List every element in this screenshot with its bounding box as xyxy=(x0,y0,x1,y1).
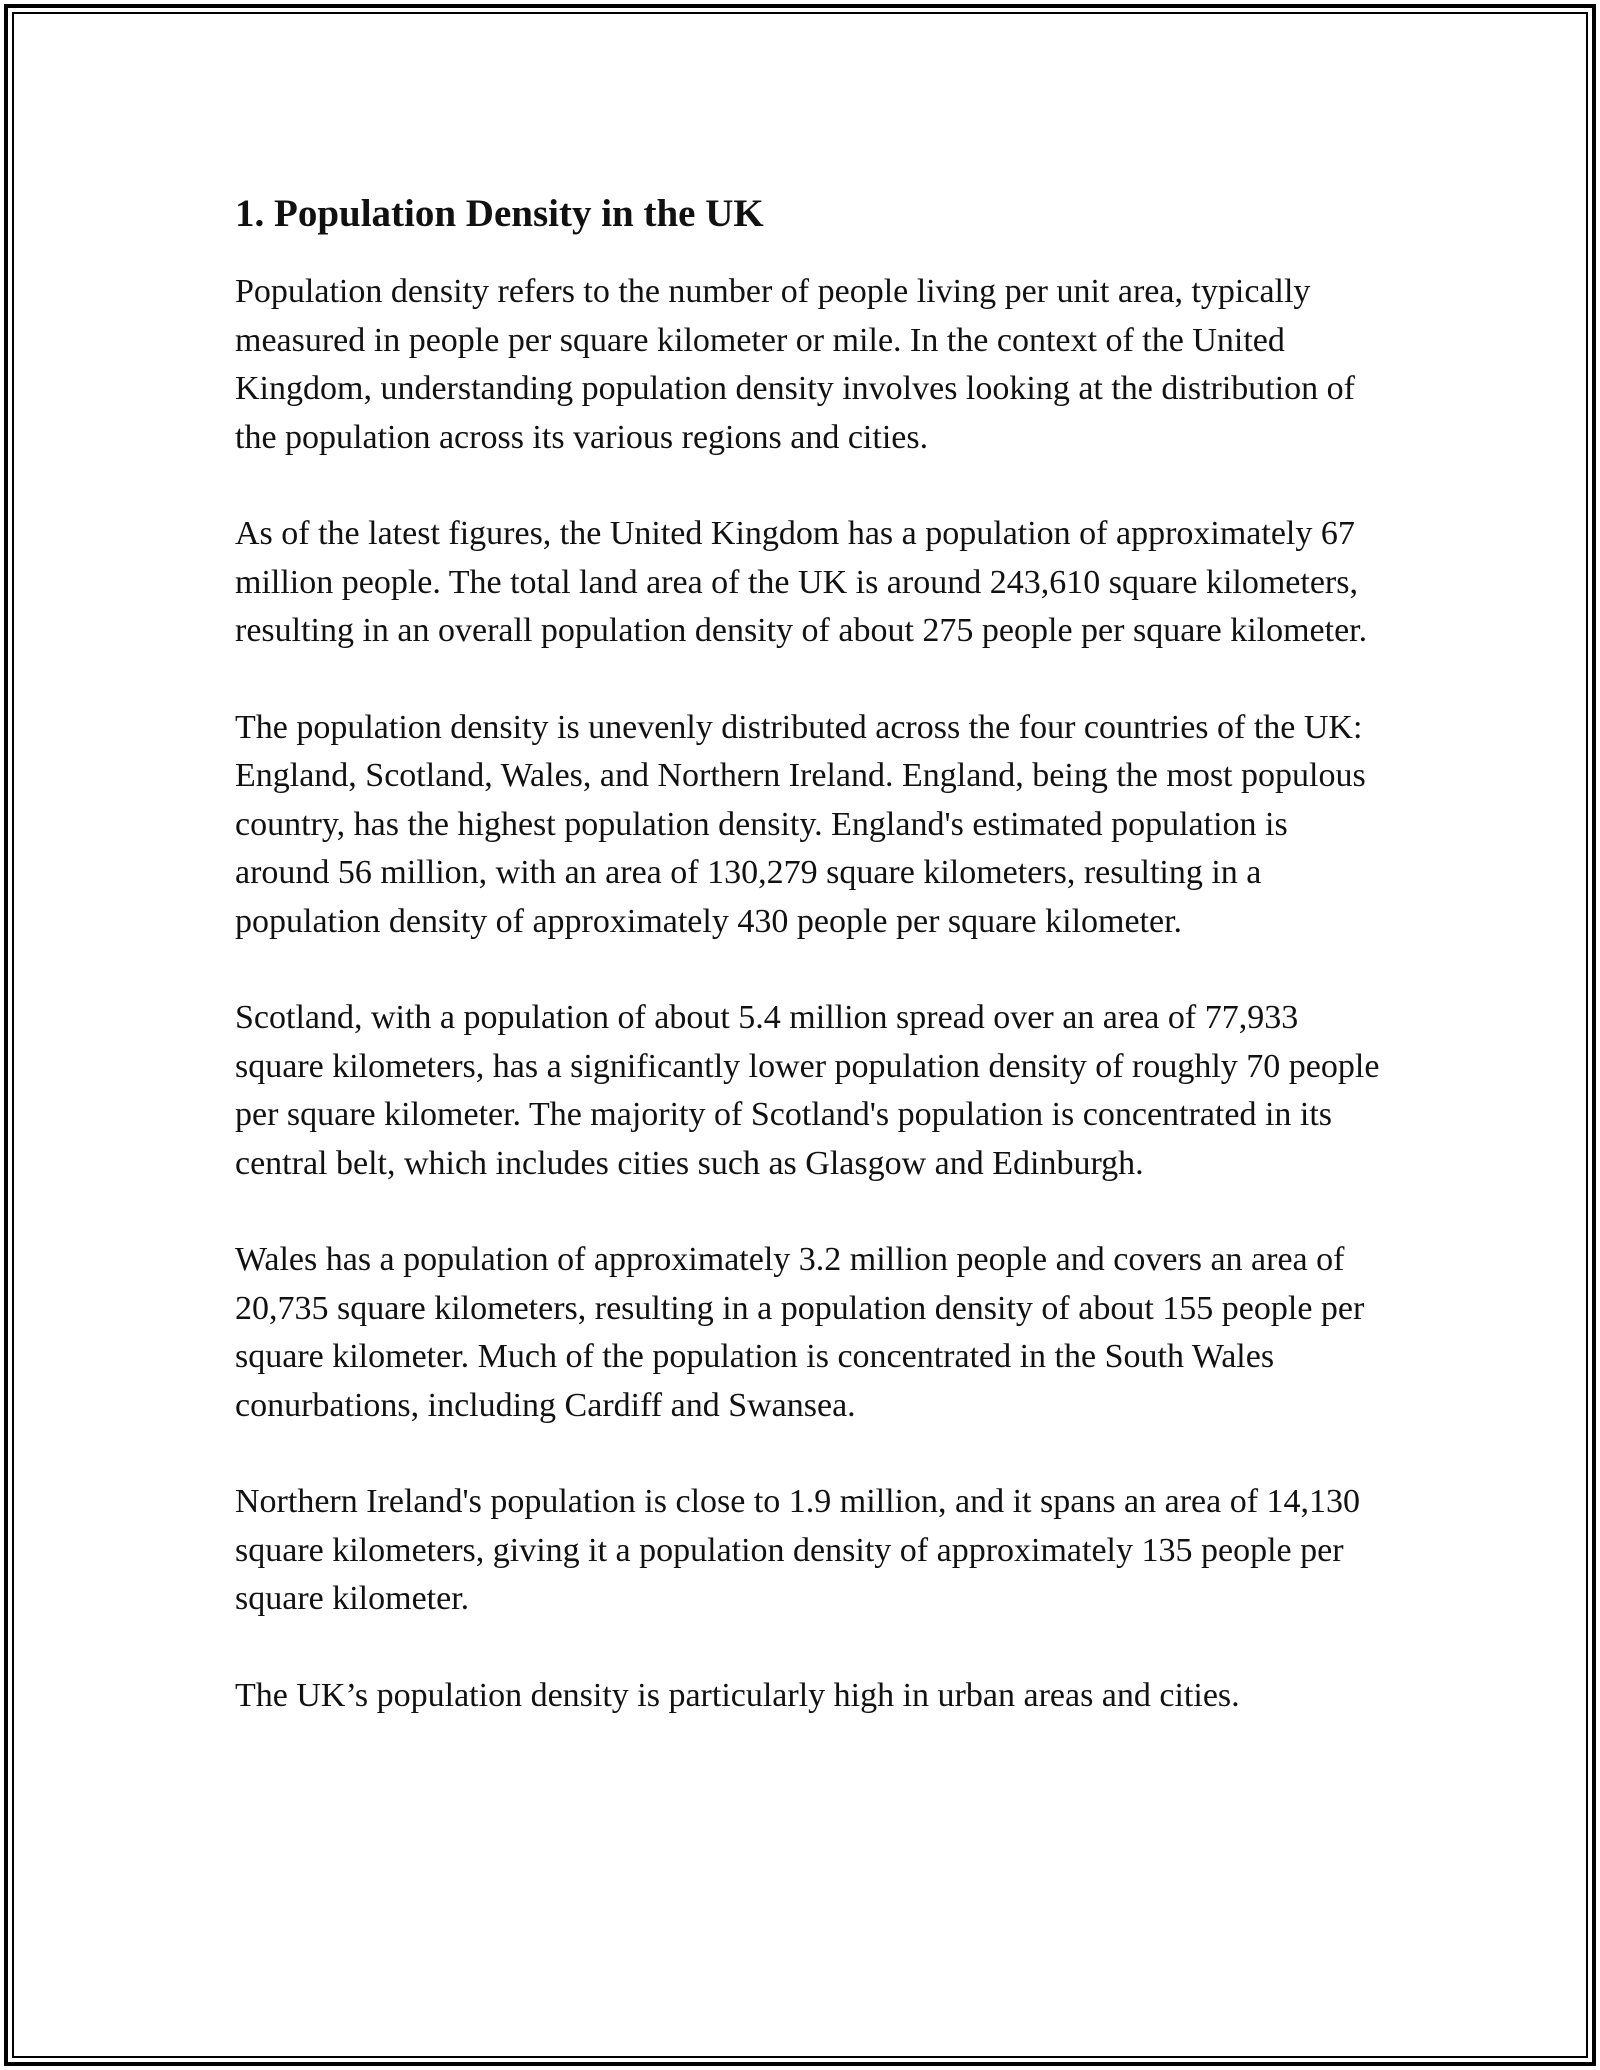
paragraph-urban-areas: The UK’s population density is particularly high in urban areas and cities. xyxy=(235,1676,1240,1714)
paragraph-scotland: Scotland, with a population of about 5.4 million spread over an area of 77,933 square kilometers, has a significantly lower population density of roughly 70 people per square kilometer. The majority of Scotland's population is concentrated in its central belt, which includes cities such as Glasgow and Edinburgh. xyxy=(235,999,1380,1182)
document-body xyxy=(235,188,1385,1768)
paragraph-overall-density: As of the latest figures, the United Kingdom has a population of approximately 67 million people. The total land area of the UK is around 243,610 square kilometers, resulting in an overall population density of about 275 people per square kilometer. xyxy=(235,515,1368,649)
paragraph-northern-ireland: Northern Ireland's population is close to 1.9 million, and it spans an area of 14,130 square kilometers, giving it a population density of approximately 135 people per square kilometer. xyxy=(235,1483,1361,1617)
paragraph-england: The population density is unevenly distributed across the four countries of the UK: England, Scotland, Wales, and Northern Ireland. England, being the most populous country, has the highest population density. England's estimated population is around 56 million, with an area of 130,279 square kilometers, resulting in a population density of approximately 430 people per square kilometer. xyxy=(235,708,1366,940)
section-heading: 1. Population Density in the UK xyxy=(235,192,764,235)
paragraph-definition: Population density refers to the number of people living per unit area, typically measured in people per square kilometer or mile. In the context of the United Kingdom, understanding population density involves looking at the distribution of the population across its various regions and cities. xyxy=(235,273,1356,456)
paragraph-wales: Wales has a population of approximately 3.2 million people and covers an area of 20,735 square kilometers, resulting in a population density of about 155 people per square kilometer. Much of the population is concentrated in the South Wales conurbations, including Cardiff and Swansea. xyxy=(235,1241,1365,1424)
